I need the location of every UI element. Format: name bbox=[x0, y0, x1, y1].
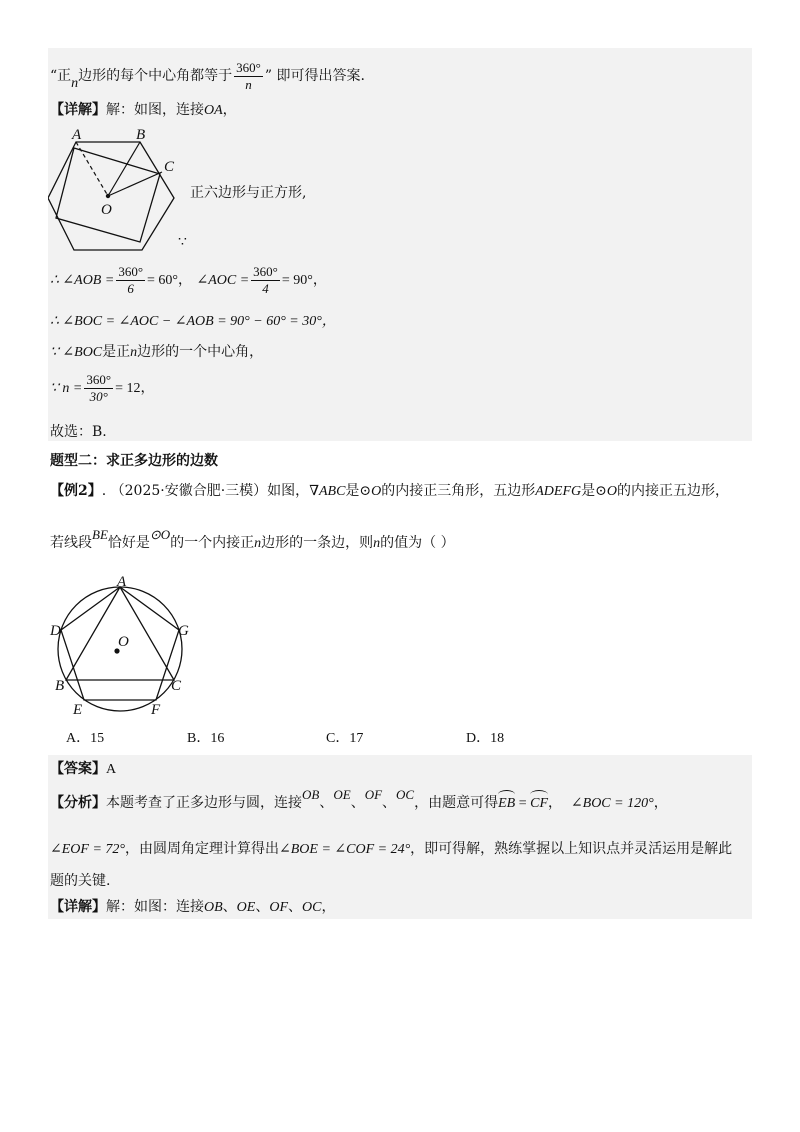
example-line-2: 若线段BE恰好是⊙O的一个内接正n边形的一条边，则n的值为（ ） bbox=[50, 527, 455, 551]
section-title: 题型二：求正多边形的边数 bbox=[50, 453, 218, 469]
option-d[interactable]: D．18 bbox=[466, 731, 505, 746]
label-D: D bbox=[50, 623, 61, 639]
label-B: B bbox=[55, 678, 65, 694]
hexagon-square-figure bbox=[48, 126, 184, 254]
label-C: C bbox=[164, 159, 175, 175]
example-line-1: 【例2】. （2025·安徽合肥·三模）如图，∇ABC是⊙O的内接正三角形，五边形ADEFG是⊙O的内接正五边形， bbox=[50, 483, 729, 499]
detail-line-1: 【详解】解：如图，连接OA， bbox=[50, 102, 237, 118]
solution-box-2 bbox=[48, 755, 752, 919]
label-A: A bbox=[72, 127, 82, 143]
label-E: E bbox=[73, 702, 83, 718]
fraction-360-over-30: $\frac{360^\circ}{30^\circ}$ bbox=[86, 371, 112, 404]
label-A: A bbox=[117, 574, 127, 590]
label-C: C bbox=[171, 678, 182, 694]
analysis-line-2: ∠EOF = 72°，由圆周角定理计算得出∠BOE = ∠COF = 24°，即可得解，熟练掌握以上知识点并灵活运用是解此 bbox=[50, 841, 733, 857]
option-b[interactable]: B．16 bbox=[187, 731, 225, 746]
label-F: F bbox=[151, 702, 161, 718]
fraction-360-over-n: $\frac{360^\circ}{n}$ bbox=[236, 59, 261, 92]
fraction-360-over-6: $\frac{360^\circ}{6}$ bbox=[118, 263, 144, 296]
fraction-360-over-4: $\frac{360^\circ}{4}$ bbox=[253, 263, 278, 296]
figure-caption: 正六边形与正方形, bbox=[190, 185, 307, 201]
option-c[interactable]: C．17 bbox=[326, 731, 364, 746]
label-G: G bbox=[178, 623, 189, 639]
label-O: O bbox=[101, 202, 112, 218]
equation-line-2: ∴ ∠BOC = ∠AOC − ∠AOB = 90° − 60° = 30°， bbox=[50, 314, 336, 329]
circle-triangle-pentagon-figure bbox=[48, 574, 198, 720]
option-a[interactable]: A．15 bbox=[66, 731, 105, 746]
equation-line-1: ∴ ∠AOB = $\frac{360^\circ}{6}$ = 60°， ∠AOC = $\frac{360^\circ}{4}$ = 90°， bbox=[50, 263, 327, 296]
arc-eb: EB bbox=[498, 794, 515, 814]
arc-cf: CF bbox=[530, 794, 548, 814]
detail-line-2: 【详解】解：如图：连接OB、OE、OF、OC， bbox=[50, 899, 336, 915]
analysis-line-1: 【分析】本题考查了正多边形与圆，连接OB、OE、OF、OC，由题意可得EB = CF， ∠BOC = 120°， bbox=[50, 793, 668, 814]
equation-line-4: ∵ n = $\frac{360^\circ}{30^\circ}$ = 12， bbox=[50, 371, 155, 404]
choice-answer: 故选：B. bbox=[50, 424, 107, 440]
because-symbol: ∵ bbox=[178, 234, 187, 250]
answer-line: 【答案】A bbox=[50, 761, 117, 777]
equation-line-3: ∵ ∠BOC是正n边形的一个中心角， bbox=[50, 344, 264, 360]
intro-line: “正n边形的每个中心角都等于 $\frac{360^\circ}{n}$ ” 即可得出答案. bbox=[50, 59, 365, 92]
analysis-line-3: 题的关键. bbox=[50, 873, 111, 889]
label-B: B bbox=[136, 127, 146, 143]
label-O: O bbox=[118, 634, 129, 650]
